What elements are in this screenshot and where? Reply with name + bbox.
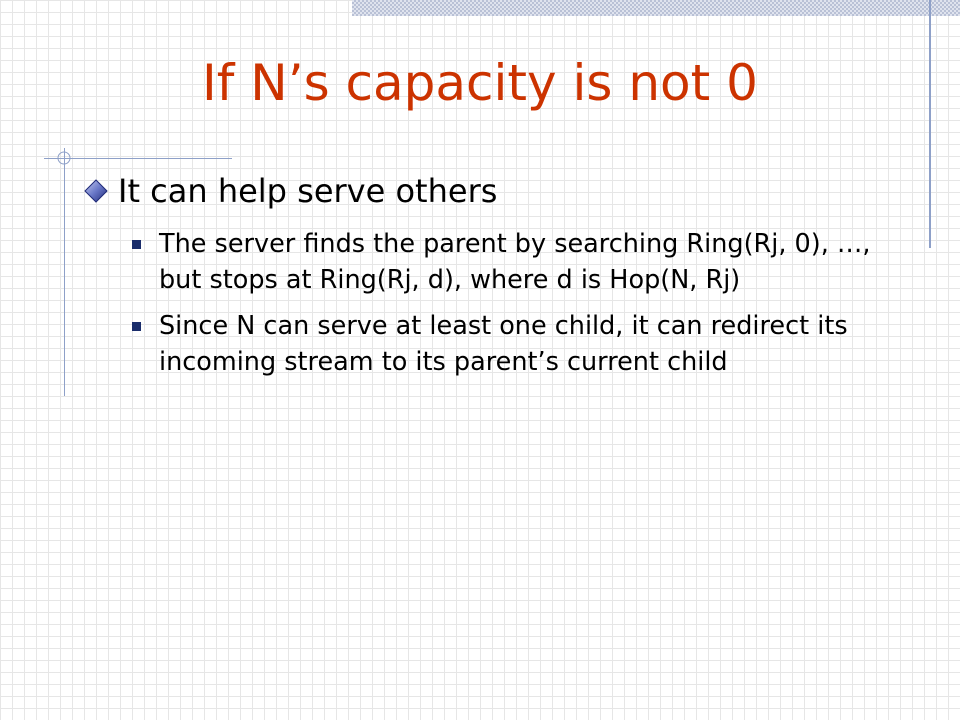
left-accent-line — [64, 148, 65, 396]
square-bullet-icon — [132, 240, 141, 249]
slide-title: If N’s capacity is not 0 — [202, 54, 758, 112]
sub-bullet-text: The server finds the parent by searching Ring(Rj, 0), …, but stops at Ring(Rj, d), where d is Hop(N, Rj) — [159, 229, 871, 295]
square-bullet-icon — [132, 322, 141, 331]
right-accent-line — [929, 0, 931, 248]
sub-bullet-text: Since N can serve at least one child, it can redirect its incoming stream to its parent’s current child — [159, 311, 848, 377]
main-bullet — [84, 168, 924, 214]
sub-bullet-item — [132, 226, 872, 298]
sub-bullet-list — [132, 226, 872, 390]
sub-bullet-item — [132, 308, 872, 380]
diamond-bullet-icon — [84, 179, 108, 203]
main-bullet-text: It can help serve others — [118, 172, 498, 210]
corner-pattern-decoration — [352, 0, 960, 16]
crosshair-icon — [54, 148, 74, 168]
